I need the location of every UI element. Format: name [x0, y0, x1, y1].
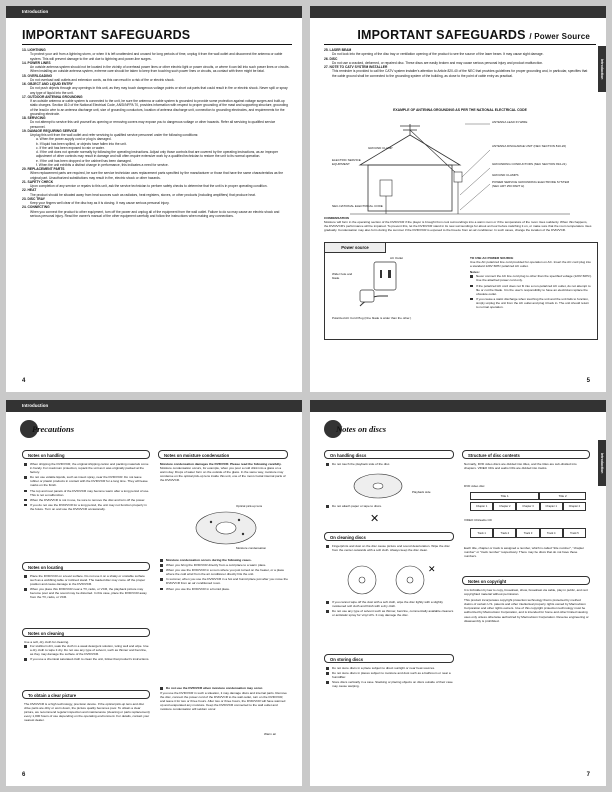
safeguard-item: 20. REPLACEMENT PARTS When replacement parts are required, be sure the service technician uses replacement parts specified by the manufacturer or those that have the same characteristics as the original part. Unauthorized substitutions may result in fire, electric shock or other hazards. — [22, 167, 284, 180]
page-number: 7 — [586, 772, 590, 778]
chapter-cell: Chapter 1 — [470, 502, 493, 511]
track-cell: Track 2 — [493, 528, 516, 538]
note-item: Never connect the AC line cord plug to other than the specified voltage (120V 60Hz). Use the attached power cord only. — [470, 274, 592, 282]
chapter-cell: Chapter 3 — [516, 502, 539, 511]
title-rule — [22, 44, 292, 45]
section-label: Introduction — [22, 403, 49, 408]
disc-cleaning-illustration — [340, 562, 440, 598]
safeguards-list — [22, 48, 290, 218]
track-cell: Track 5 — [563, 528, 586, 538]
safeguard-item: 13. LIGHTNING To protect your unit from a lightning storm, or when it is left unattended and unused for long periods of time, unplug it from the wall outlet and disconnect the antenna or cable system. This will prevent damage to the unit due to lightning and power-line surges. — [22, 48, 283, 61]
page-number: 5 — [586, 378, 590, 384]
power-source-heading: Power source — [324, 242, 386, 253]
track-cell: Track 4 — [540, 528, 563, 538]
moisture-illustration — [181, 504, 271, 552]
ground-label: ELECTRIC SERVICE EQUIPMENT — [332, 158, 361, 166]
cd-label: VIDEO CD/audio CD — [464, 518, 492, 522]
page-title: Notes on discs — [324, 420, 386, 438]
ac-plug-illustration — [340, 256, 430, 316]
safeguard-item: 26. DISC Do not use a cracked, deformed, or repaired disc. These discs are easily broken and may cause serious personal injury and product malfunction. — [324, 56, 544, 65]
power-source-text: TO USE AC POWER SOURCE Use the AC polarized line cord provided for operation on AC. Insert the AC cord plug into a standard 120V 60Hz polarized AC outlet. Notes: Never connect the AC line cord plug to other than the specified voltage (120V 60Hz). Use the attached power cord only. If the polarized AC cord does not fit into a non-polarized AC outlet, do not attempt to file or cut the blade. It is the user's responsibility to have an electrician replace the obsolete outlet. If you cause a static discharge when touching the unit and the unit fails to function, simply unplug the unit from the AC outlet and plug it back in. The unit should return to normal operation. — [470, 256, 592, 310]
page-number: 4 — [22, 378, 26, 384]
section-bar — [6, 6, 302, 18]
safeguard-item: 16. OBJECT AND LIQUID ENTRY Do not push objects through any openings in this unit, as they may touch dangerous voltage points or short out parts that could result in fire or electric shock. Never spill or spray any type of liquid into the unit. — [22, 82, 288, 95]
disc-handling-illustration — [350, 468, 410, 502]
picture-text: The DVD/VCR is a high technology, precision device. If the optical pick-up lens and disc drive parts are dirty or worn down, the picture quality becomes poor. To obtain a clear picture, we recommend regular inspection and maintenance (cleaning or parts replacement) every 1,000 hours of use depending on the operating environment. For details, contact your nearest dealer. — [24, 702, 150, 723]
storing-discs-heading: On storing discs — [324, 654, 454, 663]
safeguard-item: 18. SERVICING Do not attempt to service this unit yourself as opening or removing covers may expose you to dangerous voltage or other hazards. Refer all servicing to qualified service personnel. — [22, 116, 276, 129]
cleaning-heading: Notes on cleaning — [22, 628, 150, 637]
locating-heading: Notes on locating — [22, 562, 150, 571]
ground-label: GROUND CLAMPS — [492, 173, 519, 177]
handling-discs-1: Do not touch the playback side of the disc. — [326, 462, 454, 467]
page-title: IMPORTANT SAFEGUARDS / Power Source — [357, 28, 590, 42]
wider-blade-label: Wider hole and blade — [332, 272, 353, 280]
title-cell: Title 2 — [539, 492, 586, 500]
safeguard-item: 25. LASER BEAM Do not look into the opening of the disc tray or ventilation opening of the product to see the source of the laser beam. It may cause sight damage. — [324, 48, 544, 57]
cleaning-discs-heading: On cleaning discs — [324, 532, 454, 541]
pickup-lens-label: Optical pick-up lens — [236, 504, 263, 508]
svg-text:✕: ✕ — [428, 564, 436, 574]
condensation-section: CONDENSATION Moisture will form in the operating section of the DVD/VCR if the player is brought from cool surroundings into a warm room or if the temperature of the room rises suddenly. When this happens, the DVD/VCR's performance will be impaired. To prevent this, let the DVD/VCR stand in its new surroundings for about an hour before switching it on, or make sure that the room temperature rises gradually. Condensation may also form during the summer if the DVD/VCR is exposed to the breeze from an air conditioner. In such cases, change the location of the DVD/VCR. — [324, 216, 592, 233]
picture-heading: To obtain a clear picture — [22, 690, 150, 699]
section-bar — [310, 400, 606, 412]
copyright-heading: Notes on copyright — [462, 576, 590, 585]
handling-list: When shipping the DVD/VCR, the original shipping carton and packing materials come in handy. For maximum protection, repack the unit as it was originally packed at the factory. Do not use volatile liquids, such as insect spray, near the DVD/VCR. Do not leave rubber or plastic products in contact with the DVD/VCR for a long time. They will leave marks on the finish. The top and rear panels of the DVD/VCR may become warm after a long period of use. This is not a malfunction. When the DVD/VCR is not in use, be sure to remove the disc and turn off the power. If you do not use the DVD/VCR for a long period, the unit may not function properly in the future. Turn on and use the DVD/VCR occasionally. — [24, 462, 150, 512]
chapter-cell: Chapter 2 — [563, 502, 586, 511]
page-title: IMPORTANT SAFEGUARDS — [22, 28, 191, 42]
ground-label: ANTENNA LEAD IN WIRE — [492, 120, 528, 124]
donot-use-section: Do not use the DVD/VCR when moisture condensation may occur. If you use the DVD/VCR in such a situation, it may damage discs and internal parts. Remove the disc, connect the power cord of the DVD/VCR to the wall outlet, turn on the DVD/VCR, and leave it for two or three hours. After two or three hours, the DVD/VCR will have warmed up and evaporated any moisture. Keep the DVD/VCR connected to the wall outlet and moisture condensation will seldom occur. — [160, 686, 287, 712]
structure-heading: Structure of disc contents — [462, 450, 590, 459]
page-7 — [310, 400, 606, 786]
dvd-structure-diagram — [470, 492, 586, 512]
locating-list: Place the DVD/VCR on a level surface. Do not use it on a shaky or unstable surface such as a wobbling table or inclined stand. The loaded disc may come off the proper position and cause damage to the DVD/VCR. When you place this DVD/VCR near a TV, radio, or VCR, the playback picture may become poor and the sound may be distorted. In this case, place the DVD/VCR away from the TV, radio, or VCR. — [24, 574, 150, 601]
safeguard-item: 24. CONNECTING When you connect the product to other equipment, turn off the power and unplug all of the equipment from the wall outlet. Failure to do so may cause an electric shock and serious personal injury. Read the owner's manual of the other equipment carefully and follow the instructions when making any connections. — [22, 205, 280, 218]
ground-label: GROUNDING CONDUCTORS (NEC SECTION 810-21) — [492, 162, 567, 166]
note-item: If the polarized AC cord does not fit into a non-polarized AC outlet, do not attempt to file or cut the blade. It is the user's responsibility to have an electrician replace the obsolete outlet. — [470, 284, 592, 296]
side-tab: Introduction — [598, 46, 606, 92]
structure-text: Normally, DVD video discs are divided into titles, and the titles are sub-divided into chapters. VIDEO CDs and audio CDs are divided into tracks. — [464, 462, 577, 471]
note-item: If you cause a static discharge when touching the unit and the unit fails to function, simply unplug the unit from the AC outlet and plug it back in. The unit should return to normal operation. — [470, 297, 592, 309]
title-cell: Title 1 — [470, 492, 539, 500]
moisture-heading: Notes on moisture condensation — [158, 450, 288, 459]
page-title: Precautions — [20, 420, 74, 438]
grounding-diagram — [350, 120, 570, 220]
safeguard-item: 23. DISC TRAY Keep your fingers well clear of the disc tray as it is closing. It may cause serious personal injury. — [22, 196, 170, 205]
safeguard-item: 15. OVERLOADING Do not overload wall outlets and extension cords, as this can result in a risk of fire or electric shock. — [22, 73, 175, 82]
ac-outlet-label: AC Outlet — [390, 256, 404, 260]
dvd-label: DVD video disc — [464, 484, 485, 488]
handling-heading: Notes on handling — [22, 450, 150, 459]
safeguard-item: 22. HEAT The product should be situated away from heat sources such as radiators, heat registers, stoves, or other products (including amplifiers) that produce heat. — [22, 188, 256, 197]
safeguard-item: 21. SAFETY CHECK Upon completion of any service or repairs to this unit, ask the service technician to perform safety checks to determine that the unit is in proper operating condition. — [22, 179, 268, 188]
structure-text-2: Each title, chapter or track is assigned a number, which is called "title number", "chapter number" or "track number" respectively. There may be discs that do not have these numbers. — [464, 546, 585, 559]
page-6 — [6, 400, 302, 786]
grounding-caption: EXAMPLE OF ANTENNA GROUNDING AS PER THE NATIONAL ELECTRICAL CODE — [393, 108, 527, 112]
ground-label: POWER SERVICE GROUNDING ELECTRODE SYSTEM (NEC ART 250 PART H) — [492, 180, 570, 188]
side-tab: Introduction — [598, 440, 606, 486]
handling-discs-heading: On handling discs — [324, 450, 454, 459]
occurs-list: Moisture condensation occurs during the following cases. When you bring the DVD/VCR directly from a cold place to a warm place. When you use the DVD/VCR in a room where you just turned on the heater, or a place where the cold wind from the air conditioner directly hits the unit. In summer, when you use the DVD/VCR in a hot and humid place just after you move the DVD/VCR from an air conditioned room. When you use the DVD/VCR in a humid place. — [160, 558, 288, 592]
polarized-plug-label: Polarized AC Cord Plug (One blade is wider than the other.) — [332, 316, 412, 320]
safeguard-item: 17. OUTDOOR ANTENNA GROUNDING If an outside antenna or cable system is connected to the unit, be sure the antenna or cable system is grounded to provide some protection against voltage surges and built-up static charges. Section 810 of the National Electrical Code, ANSI/NFPA 70, provides information with respect to proper grounding of the mast and supporting structure, grounding of the lead-in wire to an antenna discharge unit, size of grounding conductors, location of antenna discharge unit, connection to grounding electrodes, and requirements for the grounding electrode. — [22, 94, 288, 116]
ground-label: GROUND CLAMP — [368, 146, 393, 150]
handling-discs-2: Do not attach paper or tape to discs. — [326, 504, 454, 509]
track-cell: Track 1 — [470, 528, 493, 538]
cleaning-discs-2: If you cannot wipe off the dust with a soft cloth, wipe the disc lightly with a slightly moistened soft cloth and finish with a dry cloth. Do not use any type of solvent such as thinner, benzine, commercially available cleaners or antistatic spray for vinyl LPs. It may damage the disc. — [326, 600, 454, 618]
title-rule — [324, 44, 596, 45]
cleaning-list: Use a soft, dry cloth for cleaning. For stubborn dirt, soak the cloth in a weak detergent solution, wring well and wipe. Use a dry cloth to wipe it dry. Do not use any type of solvent, such as thinner and benzine, as they may damage the surface of the DVD/VCR. If you use a chemical saturated cloth to clean the unit, follow that product's instructions. — [24, 640, 150, 662]
warm-air-label: Warm air — [264, 732, 277, 736]
chapter-cell: Chapter 1 — [540, 502, 563, 511]
section-label: Introduction — [22, 9, 49, 14]
prohibited-x-icon: ✕ — [370, 513, 380, 525]
page-4 — [6, 6, 302, 392]
track-cell: Track 3 — [516, 528, 539, 538]
copyright-text: It is forbidden by law to copy, broadcast, show, broadcast via cable, play in public, and rent copyrighted material without permission. This product incorporates copyright protection technology that is protected by method claims of certain U.S. patents and other intellectual property rights owned by Macrovision Corporation and other rights owners. Use of this copyright protection technology must be authorized by Macrovision Corporation, and is intended for home and other limited viewing uses only unless otherwise authorized by Macrovision Corporation. Reverse engineering or disassembly is prohibited. — [464, 588, 589, 623]
moisture-text: Moisture condensation damages the DVD/VCR. Please read the following carefully. Moisture condensation occurs, for example, when you pour a cold drink into a glass on a warm day. Drops of water form on the outside of the glass. In the same way, moisture may condense on the optical pick-up lens inside this unit, one of the most crucial internal parts of the DVD/VCR. — [160, 462, 286, 483]
playback-side-label: Playback side — [412, 490, 431, 494]
section-bar — [6, 400, 302, 412]
ground-label: NEC-NATIONAL ELECTRICAL CODE — [332, 204, 383, 208]
safeguards-list — [324, 48, 592, 78]
safeguard-item: 19. DAMAGE REQUIRING SERVICE Unplug this unit from the wall outlet and refer servicing to qualified service personnel under the following conditions: a. When the power-supply cord or plug is damaged. b. If liquid has been spilled, or objects have fallen into the unit. c. If the unit has been exposed to rain or water. d. If the unit does not operate normally by following the operating instructions. Adjust only those controls that are covered by the operating instructions, as an improper adjustment of other controls may result in damage and will often require extensive work by a qualified technician to restore the unit to its normal operation. e. If the unit has been dropped or the cabinet has been damaged. f. When the unit exhibits a distinct change in performance, this indicates a need for service. — [22, 128, 279, 167]
cd-structure-diagram — [470, 528, 586, 538]
chapter-cell: Chapter 2 — [493, 502, 516, 511]
storing-list: Do not store discs in a place subject to direct sunlight or near heat sources. Do not store discs in places subject to moisture and dust such as a bathroom or near a humidifier. Store discs vertically in a case. Stacking or placing objects on discs outside of their case may cause warping. — [326, 666, 454, 689]
page-number: 6 — [22, 772, 26, 778]
safeguard-item: 27. NOTE TO CATV SYSTEM INSTALLER This reminder is provided to call the CATV system installer's attention to Article 820-40 of the NEC that provides guidelines for proper grounding and, in particular, specifies that the cable ground shall be connected to the grounding system of the building, as close to the point of cable entry as practical. — [324, 65, 588, 78]
section-bar — [310, 6, 606, 18]
page-5 — [310, 6, 606, 392]
safeguard-item: 14. POWER LINES An outside antenna system should not be located in the vicinity of overhead power lines or other electric light or power circuits, or where it can fall into such power lines or circuits. When installing an outside antenna system, extreme care should be taken to keep from touching such power lines or circuits, as contact with them might be fatal. — [22, 60, 290, 74]
cleaning-discs-1: Fingerprints and dust on the disc cause picture and sound deterioration. Wipe the disc from the center outwards with a soft cloth. Always keep the disc clean. — [326, 544, 454, 553]
moisture-label: Moisture condensation — [236, 546, 267, 550]
ground-label: ANTENNA DISCHARGE UNIT (NEC SECTION 810-20) — [492, 144, 567, 148]
